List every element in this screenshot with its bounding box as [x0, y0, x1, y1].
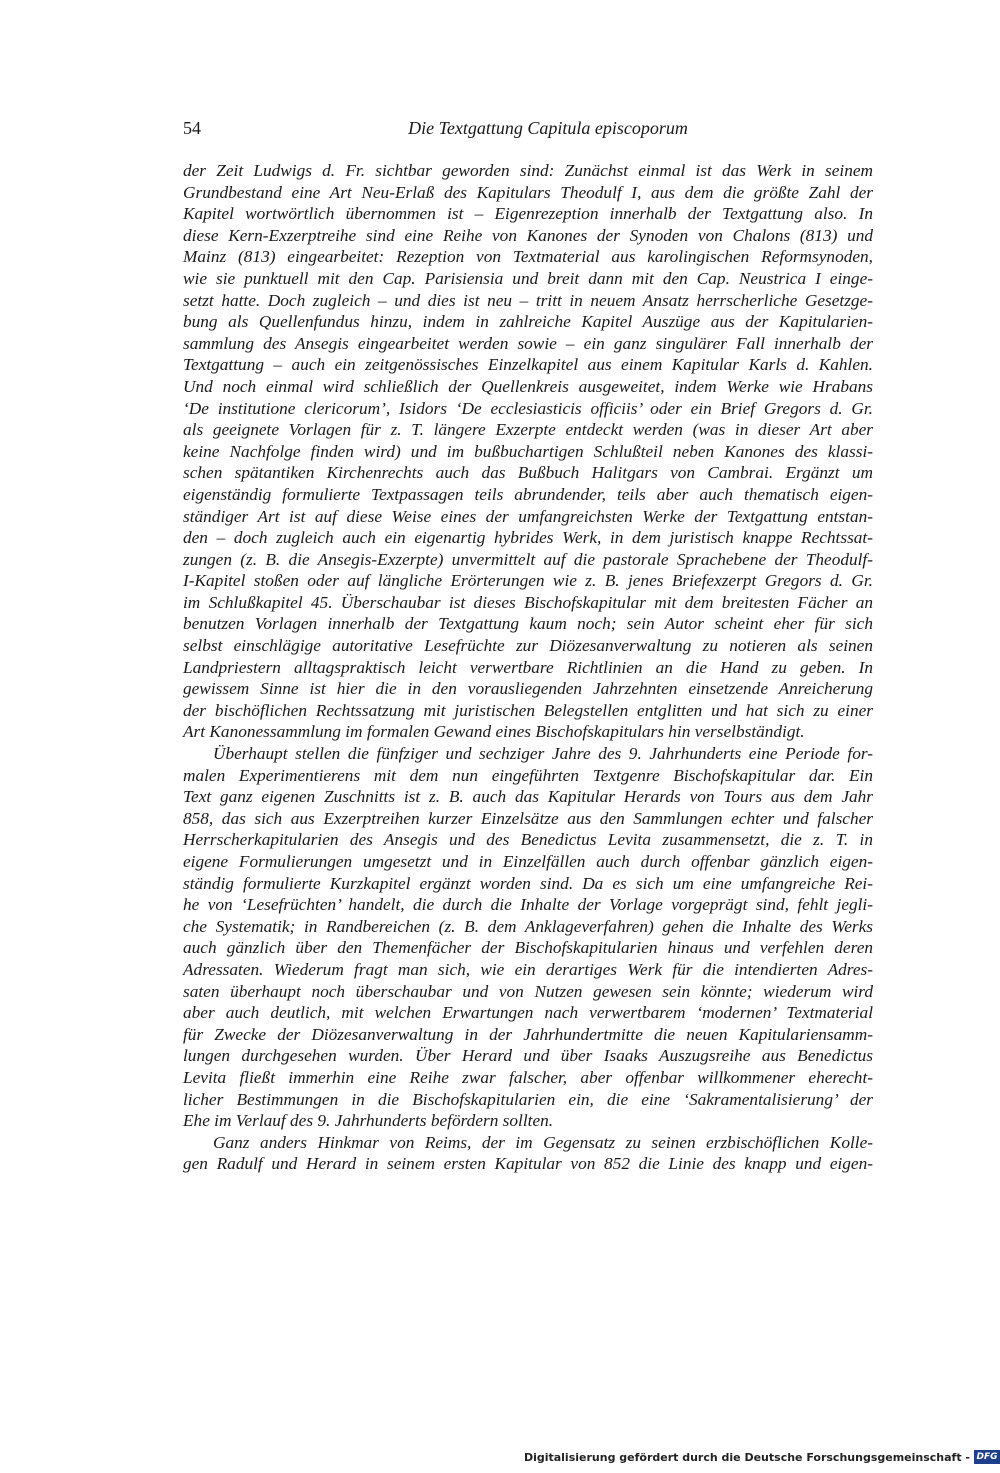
text-line: Ehe im Verlauf des 9. Jahrhunderts befördern sollten.: [183, 1111, 554, 1131]
text-line: licher Bestimmungen in die Bischofskapitularien ein, die eine ‘Sakramentalisierung’ der: [183, 1089, 873, 1109]
text-line: für Zwecke der Diözesanverwaltung in der Jahrhundertmitte die neuen Kapitulariensamm-: [183, 1024, 873, 1044]
funding-note: Digitalisierung gefördert durch die Deutsche Forschungsgemeinschaft -: [523, 1450, 970, 1464]
text-line: gen Radulf und Herard in seinem ersten Kapitular von 852 die Linie des knapp und eigen-: [183, 1154, 873, 1174]
text-line: I-Kapitel stoßen oder auf längliche Erörterungen wie z. B. jenes Briefexzerpt Gregors d. Gr.: [183, 571, 873, 591]
text-line: diese Kern-Exzerptreihe sind eine Reihe von Kanones der Synoden von Chalons (813) und: [183, 225, 873, 245]
text-line: che Systematik; in Randbereichen (z. B. dem Anklageverfahren) gehen die Inhalte des Werks: [183, 916, 873, 936]
text-line: sammlung des Ansegis eingearbeitet werden sowie – ein ganz singulärer Fall innerhalb der: [183, 333, 873, 353]
text-line: Levita fließt immerhin eine Reihe zwar falscher, aber offenbar willkommener eherecht-: [183, 1067, 873, 1087]
paragraph: [183, 160, 873, 743]
text-line: schen spätantiken Kirchenrechts auch das Bußbuch Halitgars von Cambrai. Ergänzt um: [183, 463, 873, 483]
text-line: Kapitel wortwörtlich übernommen ist – Eigenrezeption innerhalb der Textgattung also. In: [183, 204, 873, 224]
page-header: [183, 118, 873, 142]
text-line: 858, das sich aus Exzerptreihen kurzer Einzelsätze aus den Sammlungen echter und falscher: [183, 808, 873, 828]
text-line: Adressaten. Wiederum fragt man sich, wie ein derartiges Werk für die intendierten Adres-: [183, 959, 873, 979]
text-line: bung als Quellenfundus hinzu, indem in zahlreiche Kapitel Auszüge aus der Kapitularien-: [183, 312, 873, 332]
text-line: im Schlußkapitel 45. Überschaubar ist dieses Bischofskapitular mit dem breitesten Fächer an: [183, 592, 873, 612]
text-line: Text ganz eigenen Zuschnitts ist z. B. auch das Kapitular Herards von Tours aus dem Jahr: [183, 787, 873, 807]
text-line: gewissem Sinne ist hier die in den vorausliegenden Jahrzehnten einsetzende Anreicherung: [183, 679, 873, 699]
text-line: Herrscherkapitularien des Ansegis und des Benedictus Levita zusammensetzt, die z. T. in: [183, 830, 873, 850]
text-line: Landpriestern alltagspraktisch leicht verwertbare Richtlinien an die Hand zu geben. In: [183, 657, 873, 677]
text-line: he von ‘Lesefrüchten’ handelt, die durch die Inhalte der Vorlage vorgeprägt sind, fehlt jegli-: [183, 895, 873, 915]
paragraph: [183, 1132, 873, 1175]
text-line: ständiger Art ist auf diese Weise eines der umfangreichsten Werke der Textgattung entstan-: [183, 506, 873, 526]
footer-bar: [524, 1447, 1000, 1467]
text-line: Grundbestand eine Art Neu-Erlaß des Kapitulars Theodulf I, aus dem die größte Zahl der: [183, 182, 873, 202]
text-line: auch gänzlich über den Themenfächer der Bischofskapitularien hinaus und verfehlen deren: [183, 938, 873, 958]
dfg-logo: DFG: [974, 1450, 1000, 1464]
text-line: zungen (z. B. die Ansegis-Exzerpte) unvermittelt auf die pastorale Sprachebene der Theodulf-: [183, 549, 873, 569]
text-line: der bischöflichen Rechtssatzung mit juristischen Belegstellen entglitten und hat sich zu einer: [183, 700, 873, 720]
text-line: der Zeit Ludwigs d. Fr. sichtbar geworden sind: Zunächst einmal ist das Werk in seinem: [183, 161, 873, 180]
text-line: als geeignete Vorlagen für z. T. längere Exzerpte entdeckt werden (was in dieser Art aber: [183, 420, 873, 440]
text-line: benutzen Vorlagen innerhalb der Textgattung kaum noch; sein Autor scheint eher für sich: [183, 614, 873, 634]
page-number: 54: [183, 118, 201, 138]
text-line: wie sie punktuell mit den Cap. Parisiensia und breit dann mit den Cap. Neustrica I einge-: [183, 268, 873, 288]
text-line: Art Kanonessammlung im formalen Gewand eines Bischofskapitulars hin verselbständigt.: [183, 722, 805, 742]
paragraph: [183, 743, 873, 1132]
body-text: [183, 160, 873, 1175]
text-line: eigene Formulierungen umgesetzt und in Einzelfällen auch durch offenbar gänzlich eigen-: [183, 852, 873, 871]
text-line: Ganz anders Hinkmar von Reims, der im Gegensatz zu seinen erzbischöflichen Kolle-: [213, 1132, 873, 1152]
text-line: ständig formulierte Kurzkapitel ergänzt worden sind. Da es sich um eine umfangreiche Rei-: [183, 873, 873, 893]
text-line: Überhaupt stellen die fünfziger und sechziger Jahre des 9. Jahrhunderts eine Periode for-: [213, 744, 873, 764]
text-line: setzt hatte. Doch zugleich – und dies ist neu – tritt in neuem Ansatz herrscherliche Gesetzge-: [183, 290, 873, 310]
text-line: keine Nachfolge finden wird) und im bußbuchartigen Schlußteil neben Kanones des klassi-: [183, 441, 873, 461]
text-line: saten überhaupt noch überschaubar und von Nutzen gewesen sein könnte; wiederum wird: [183, 981, 873, 1001]
text-line: Textgattung – auch ein zeitgenössisches Einzelkapitel aus einem Kapitular Karls d. Kahlen.: [183, 355, 873, 375]
text-line: lungen durchgesehen wurden. Über Herard und über Isaaks Auszugsreihe aus Benedictus: [183, 1046, 873, 1066]
text-line: Und noch einmal wird schließlich der Quellenkreis ausgeweitet, indem Werke wie Hrabans: [183, 376, 873, 396]
text-line: aber auch deutlich, mit welchen Erwartungen nach verwertbarem ‘modernen’ Textmaterial: [183, 1003, 873, 1023]
text-line: malen Experimentierens mit dem nun eingeführten Textgenre Bischofskapitular dar. Ein: [183, 765, 873, 785]
text-line: eigenständig formulierte Textpassagen teils abrundender, teils aber auch thematisch eigen-: [183, 484, 873, 504]
text-line: den – doch zugleich auch ein eigenartig hybrides Werk, in dem juristisch knappe Rechtssat-: [183, 528, 873, 548]
text-line: ‘De institutione clericorum’, Isidors ‘De ecclesiasticis officiis’ oder ein Brief Gregors d. Gr.: [183, 398, 873, 418]
running-title: Die Textgattung Capitula episcoporum: [408, 118, 688, 138]
text-line: selbst einschlägige autoritative Lesefrüchte zur Diözesanverwaltung zu notieren als seinen: [183, 636, 873, 656]
text-line: Mainz (813) eingearbeitet: Rezeption von Textmaterial aus karolingischen Reformsynoden,: [183, 247, 873, 267]
